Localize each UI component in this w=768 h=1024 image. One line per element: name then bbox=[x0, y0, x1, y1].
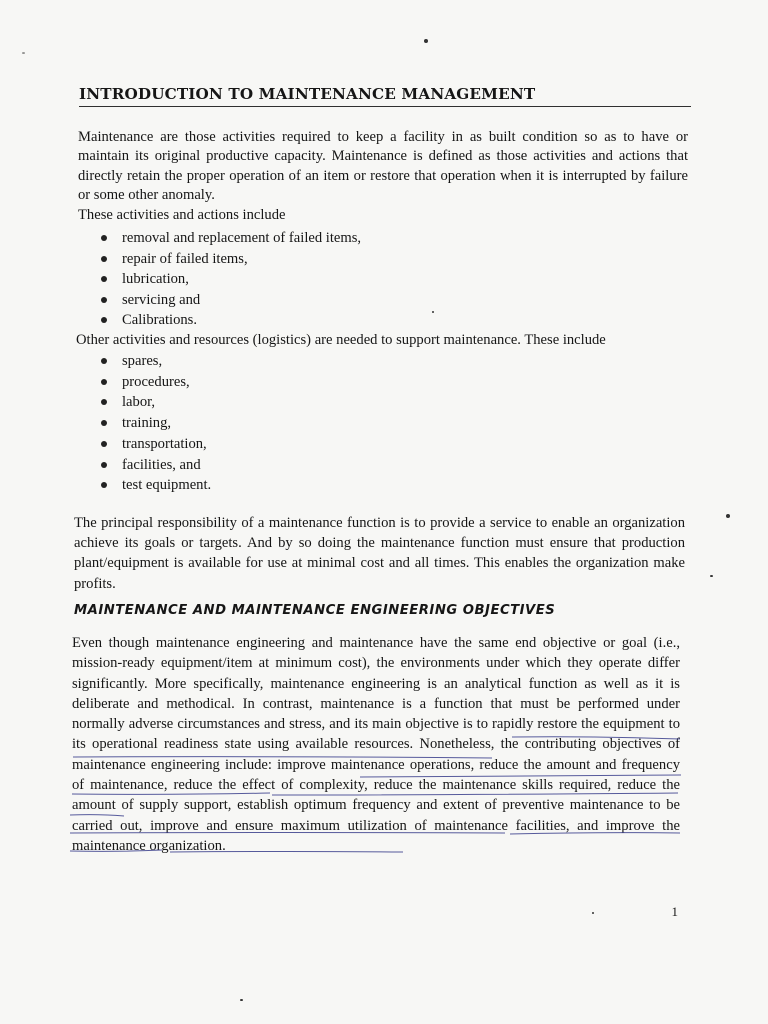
logistics-list bbox=[77, 351, 211, 496]
list-item: removal and replacement of failed items, bbox=[77, 228, 361, 249]
list-item: transportation, bbox=[77, 434, 211, 455]
scan-speck bbox=[592, 912, 594, 914]
list-item: repair of failed items, bbox=[77, 249, 361, 270]
scan-speck bbox=[424, 39, 428, 43]
activities-list bbox=[77, 228, 361, 331]
objectives-heading: MAINTENANCE AND MAINTENANCE ENGINEERING OBJECTIVES bbox=[74, 603, 556, 618]
list-item: procedures, bbox=[77, 372, 211, 393]
logistics-intro: Other activities and resources (logistics) are needed to support maintenance. These include bbox=[76, 332, 606, 348]
principal-paragraph: The principal responsibility of a maintenance function is to provide a service to enable an organization achieve its goals or targets. And by so doing the maintenance function must ensure that production plant/equipment is available for use at minimal cost and all times. This enables the organization make profits. bbox=[74, 515, 685, 592]
document-title: INTRODUCTION TO MAINTENANCE MANAGEMENT bbox=[79, 84, 691, 107]
intro-paragraph: Maintenance are those activities required to keep a facility in as built condition so as to have or maintain its original productive capacity. Maintenance is defined as those activities and actions that directly retain the proper operation of an item or restore that operation when it is interrupted by failure or some other anomaly. bbox=[78, 129, 688, 203]
scan-speck bbox=[710, 575, 713, 577]
page-number: 1 bbox=[671, 904, 678, 919]
list-item: test equipment. bbox=[77, 475, 211, 496]
objectives-paragraph: Even though maintenance engineering and maintenance have the same end objective or goal (i.e., mission-ready equipment/item at minimum cost), the environments under which they operate differ significantly. More specifically, maintenance engineering is an analytical function as well as it is deliberate and methodical. In contrast, maintenance is a function that must be performed under normally adverse circumstances and stress, and its main objective is to rapidly restore the equipment to its operational readiness state using available resources. Nonetheless, the contributing objectives of maintenance engineering include: improve maintenance operations, reduce the amount and frequency of maintenance, reduce the effect of complexity, reduce the maintenance skills required, reduce the amount of supply support, establish optimum frequency and extent of preventive maintenance to be carried out, improve and ensure maximum utilization of maintenance facilities, and improve the maintenance organization. bbox=[72, 635, 680, 854]
list-item: lubrication, bbox=[77, 269, 361, 290]
scan-speck bbox=[432, 311, 434, 313]
list-item: spares, bbox=[77, 351, 211, 372]
list-item: Calibrations. bbox=[77, 310, 361, 331]
scan-speck bbox=[726, 514, 730, 518]
scan-speck bbox=[240, 999, 243, 1001]
list-item: labor, bbox=[77, 392, 211, 413]
list-item: servicing and bbox=[77, 290, 361, 311]
list-item: training, bbox=[77, 413, 211, 434]
scan-speck bbox=[22, 52, 25, 54]
activities-intro: These activities and actions include bbox=[78, 207, 286, 223]
list-item: facilities, and bbox=[77, 455, 211, 476]
